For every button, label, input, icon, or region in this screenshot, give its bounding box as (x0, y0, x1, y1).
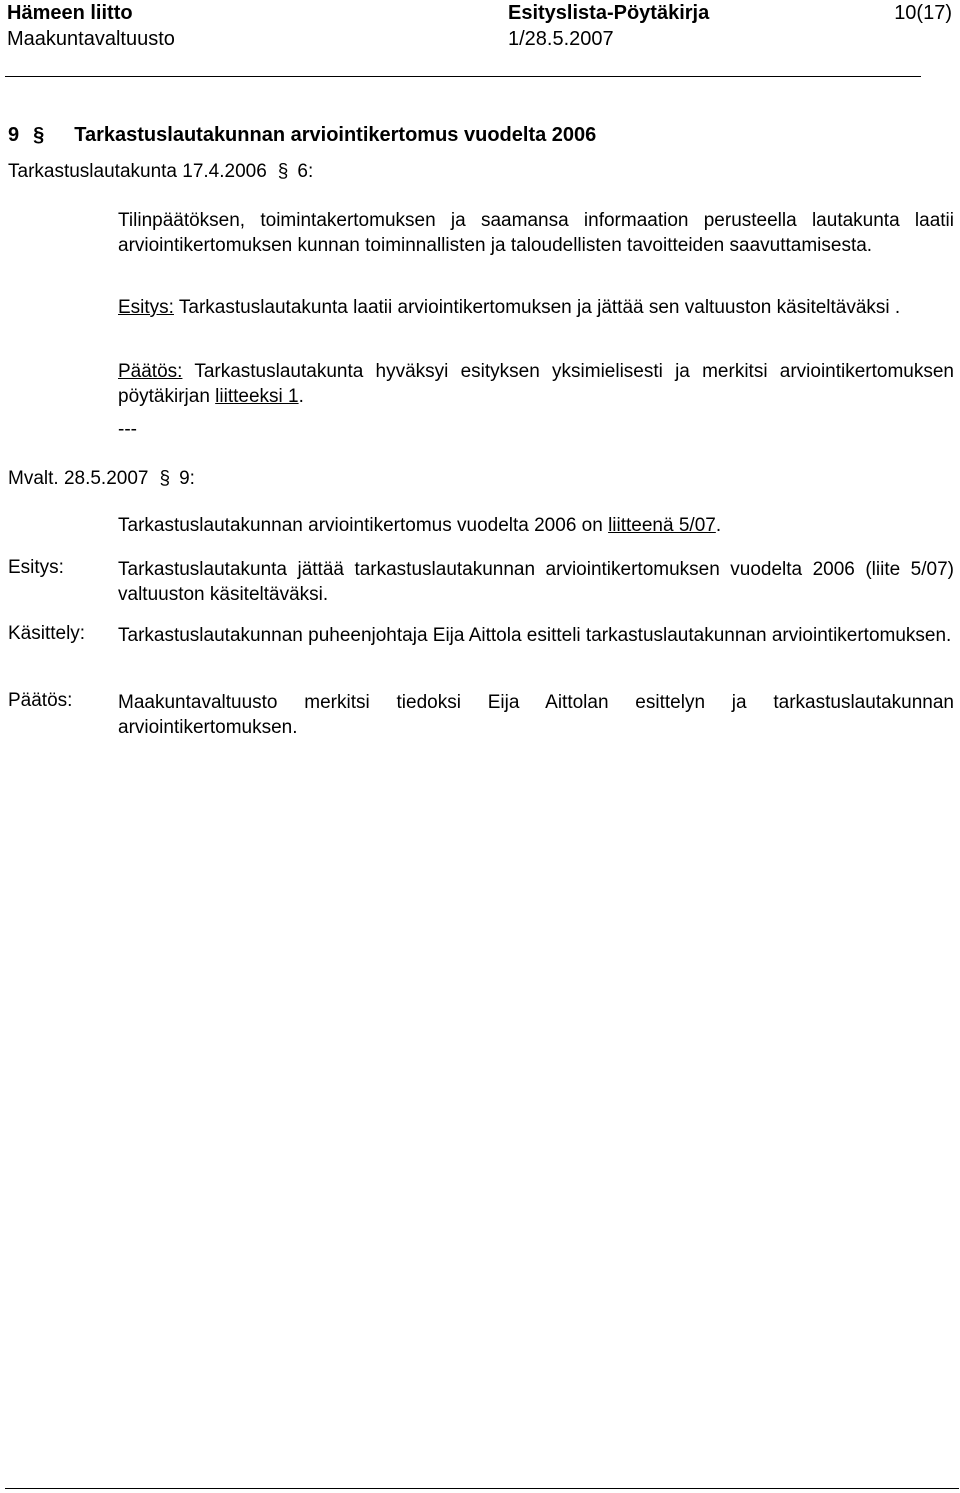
proposal-label: Esitys: (118, 297, 174, 318)
decision-text: Maakuntavaltuusto merkitsi tiedoksi Eija Aittolan esittelyn ja tarkastuslautakunnan arviointikertomuksen. (118, 692, 954, 738)
footer-rule (5, 1488, 959, 1489)
org-name: Hämeen liitto (7, 2, 133, 24)
header-rule (5, 76, 921, 77)
handling-text: Tarkastuslautakunnan puheenjohtaja Eija Aittola esitteli tarkastuslautakunnan arviointikertomuksen. (118, 625, 952, 646)
section-symbol: § (33, 124, 45, 146)
section-heading (8, 124, 596, 147)
handling-label: Käsittely: (8, 623, 86, 644)
doc-type: Esityslista-Pöytäkirja (508, 2, 710, 24)
current-intro: Tarkastuslautakunnan arviointikertomus vuodelta 2006 on liitteenä 5/07. (118, 515, 722, 536)
prior-decision: Päätös: Tarkastuslautakunta hyväksyi esityksen yksimielisesti ja merkitsi arviointikertomuksen pöytäkirjan liitteeksi 1. (118, 361, 954, 407)
decision-label: Päätös: (8, 690, 73, 711)
proposal-label: Esitys: (8, 557, 64, 578)
page-number: 10(17) (894, 2, 952, 24)
section-title: Tarkastuslautakunnan arviointikertomus vuodelta 2006 (74, 124, 597, 146)
body-name: Maakuntavaltuusto (7, 28, 175, 50)
current-reference: Mvalt. 28.5.2007 § 9: (8, 468, 195, 489)
attachment-link[interactable]: liitteenä 5/07 (608, 515, 716, 536)
proposal-text: Tarkastuslautakunta jättää tarkastuslautakunnan arviointikertomuksen vuodelta 2006 (liite 5/07) valtuuston käsiteltäväksi. (118, 559, 954, 605)
decision-label: Päätös: (118, 361, 183, 382)
section-symbol: § (277, 161, 289, 182)
prior-reference: Tarkastuslautakunta 17.4.2006 § 6: (8, 161, 314, 182)
prior-proposal: Esitys: Tarkastuslautakunta laatii arviointikertomuksen ja jättää sen valtuuston käsiteltäväksi . (118, 297, 901, 318)
section-symbol: § (159, 468, 171, 489)
section-number: 9 (8, 124, 20, 146)
prior-paragraph: Tilinpäätöksen, toimintakertomuksen ja saamansa informaation perusteella lautakunta laatii arviointikertomuksen kunnan toiminnallisten ja taloudellisten tavoitteiden saavuttamisesta. (118, 210, 954, 256)
attachment-link[interactable]: liitteeksi 1 (215, 386, 299, 407)
meeting-id: 1/28.5.2007 (508, 28, 614, 50)
separator: --- (118, 419, 137, 440)
